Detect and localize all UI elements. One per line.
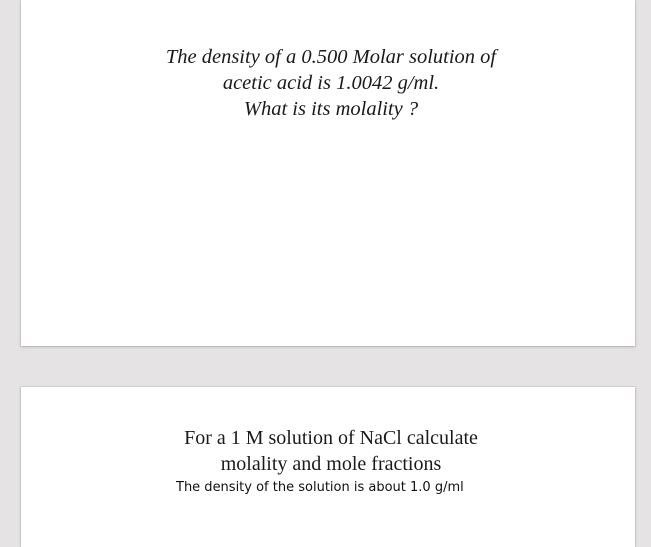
slide-1-question	[151, 44, 511, 122]
slide-1-line-2: acetic acid is 1.0042 g/ml.	[222, 72, 440, 94]
slide-1-line-3: What is its molality ?	[243, 98, 419, 120]
slide-2-line-1: For a 1 M solution of NaCl calculate	[184, 427, 478, 449]
slide-1-line-1: The density of a 0.500 Molar solution of	[165, 46, 497, 68]
slide-2[interactable]	[21, 387, 635, 547]
slide-2-question	[141, 425, 521, 477]
slide-1[interactable]	[21, 0, 635, 346]
slide-2-line-2: molality and mole fractions	[220, 453, 442, 475]
slide-2-note: The density of the solution is about 1.0 g/ml	[176, 480, 464, 495]
